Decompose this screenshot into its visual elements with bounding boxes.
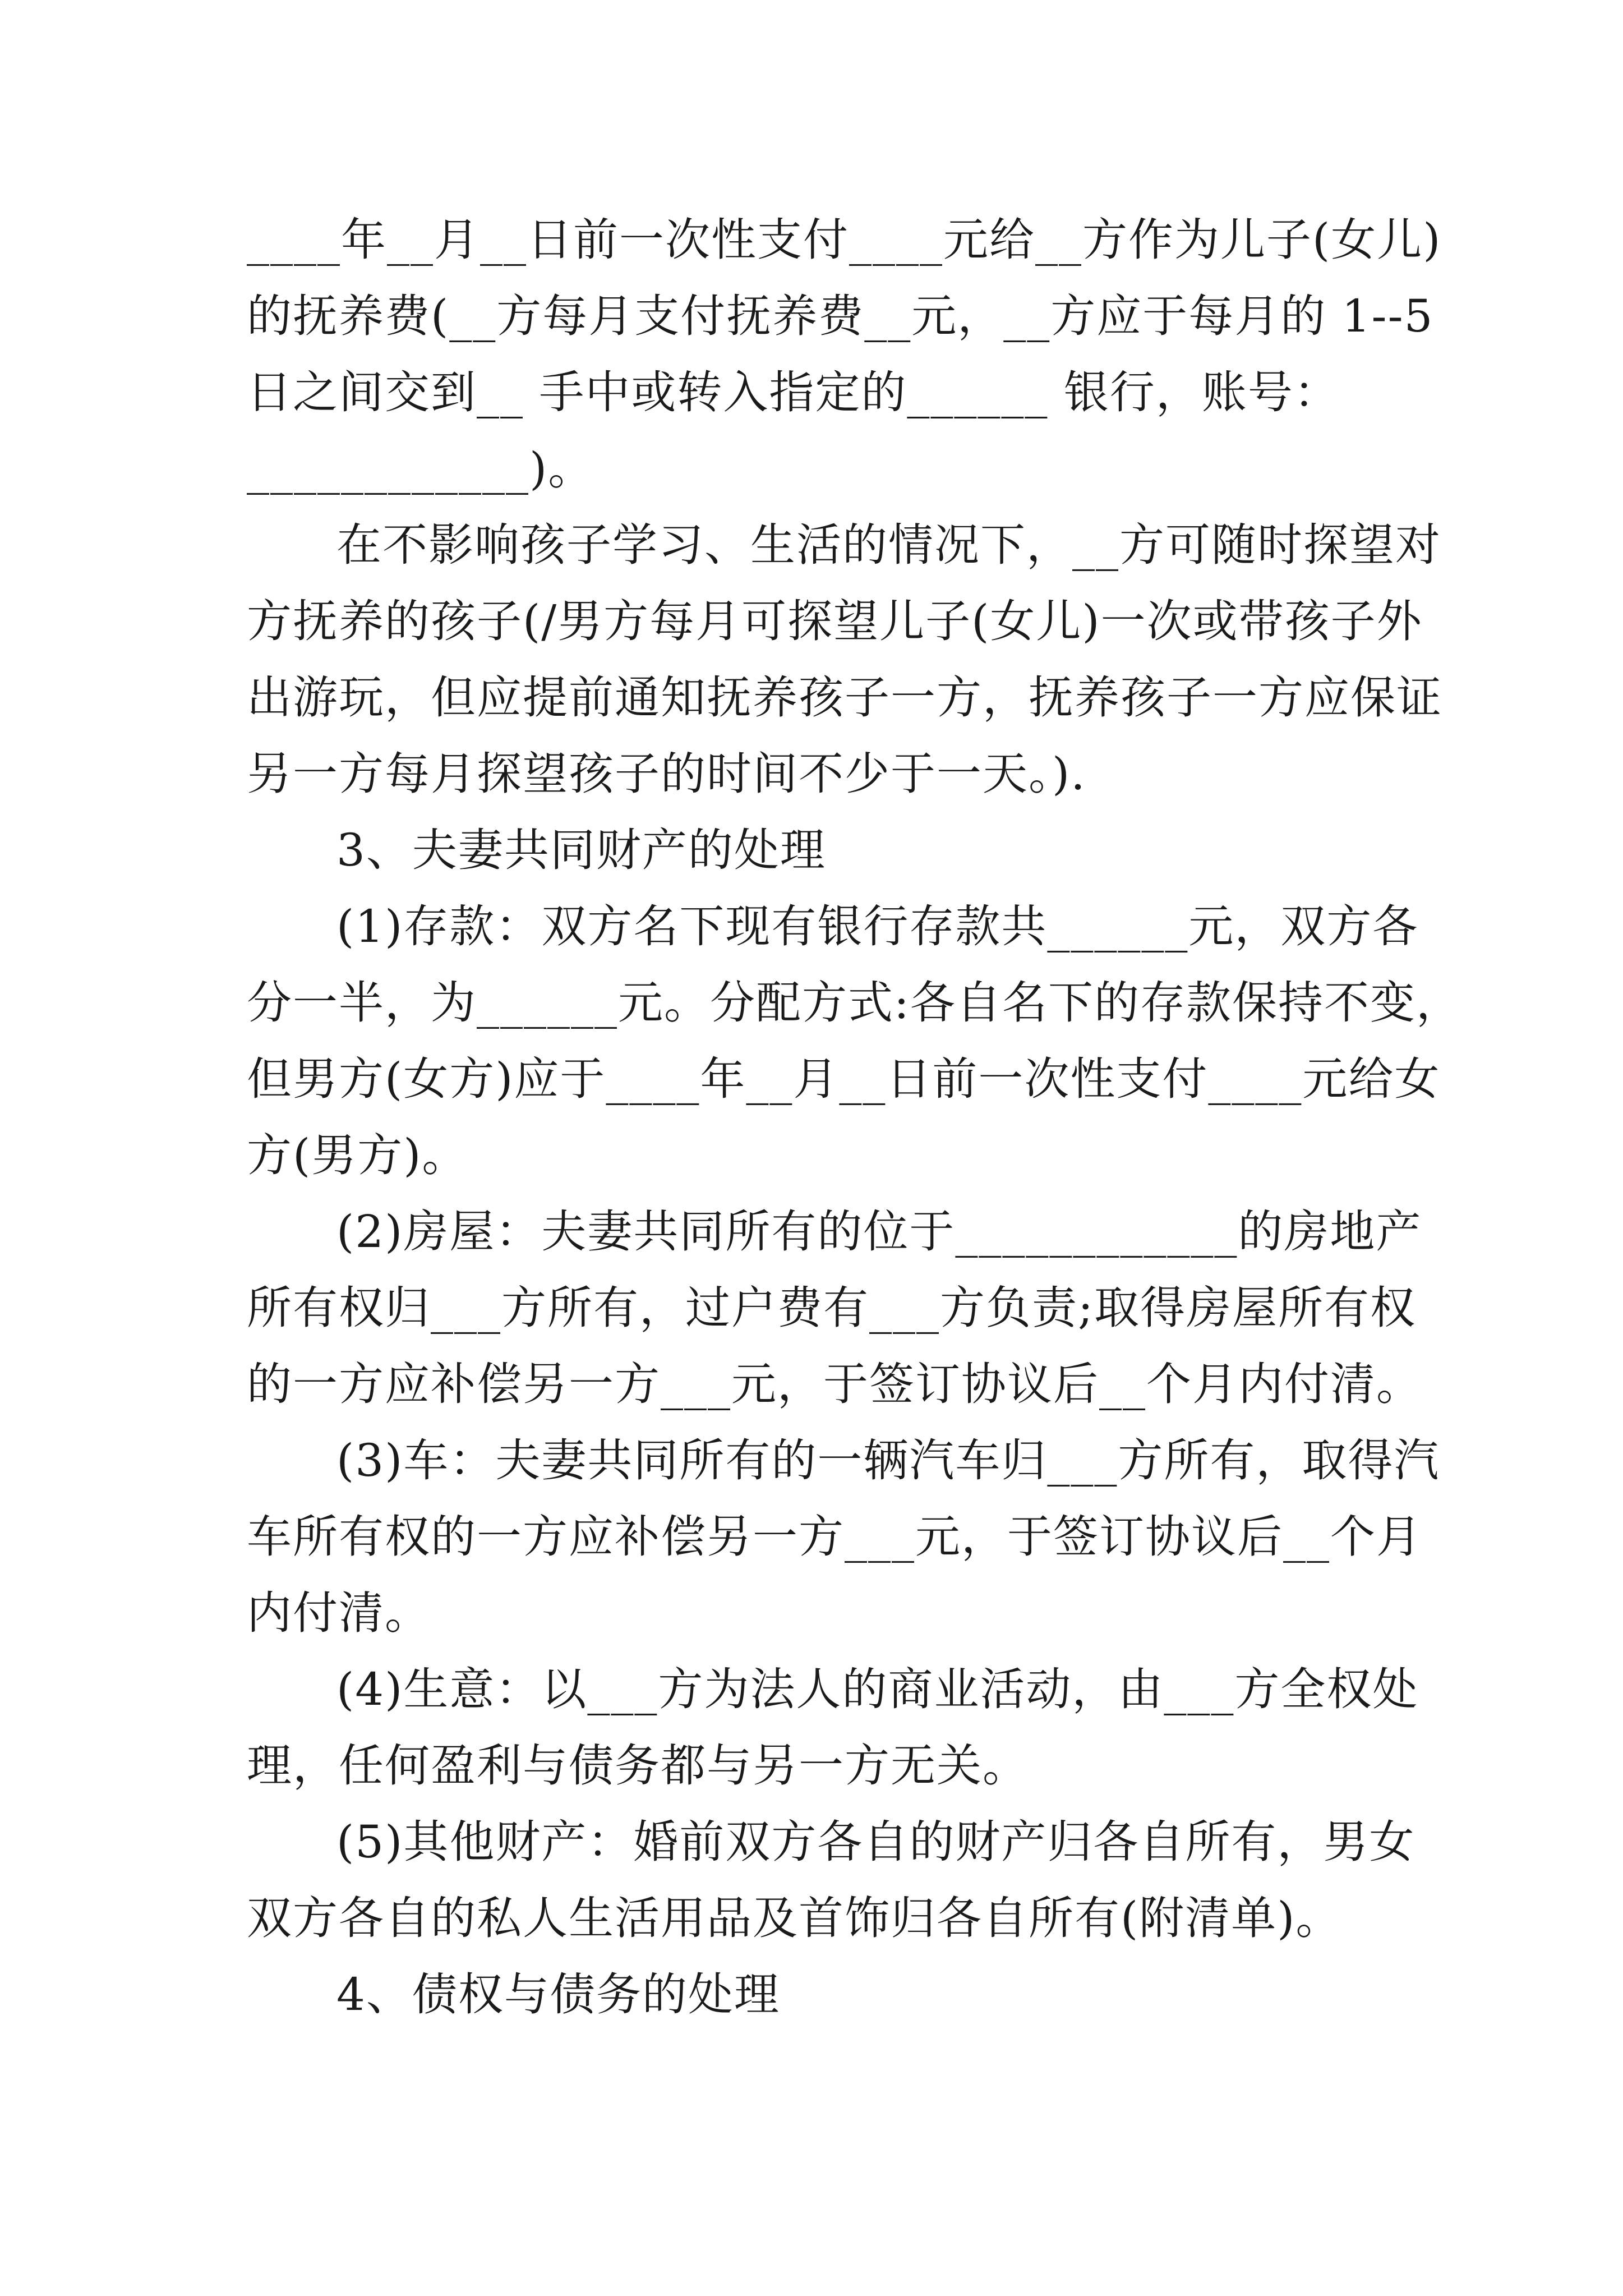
text-line: ____年__月__日前一次性支付____元给__方作为儿子(女儿) — [247, 214, 1442, 266]
text-line: 的一方应补偿另一方___元，于签订协议后__个月内付清。 — [247, 1358, 1422, 1410]
paragraph-first-line: 在不影响孩子学习、生活的情况下，__方可随时探望对 — [336, 519, 1441, 571]
paragraph-first-line: (5)其他财产：婚前双方各自的财产归各自所有，男女 — [336, 1816, 1415, 1868]
text-line: 理，任何盈利与债务都与另一方无关。 — [247, 1740, 1029, 1792]
text-line: 分一半，为______元。分配方式:各自名下的存款保持不变， — [247, 977, 1462, 1029]
text-line: 日之间交到__ 手中或转入指定的______ 银行，账号： — [247, 366, 1340, 418]
text-line: 但男方(女方)应于____年__月__日前一次性支付____元给女 — [247, 1053, 1441, 1105]
text-line: ____________)。 — [247, 443, 594, 495]
section-heading: 3、夫妻共同财产的处理 — [336, 824, 826, 876]
text-line: 方抚养的孩子(/男方每月可探望儿子(女儿)一次或带孩子外 — [247, 595, 1423, 647]
paragraph-first-line: (2)房屋：夫妻共同所有的位于____________的房地产 — [336, 1205, 1422, 1258]
text-line: 出游玩，但应提前通知抚养孩子一方，抚养孩子一方应保证 — [247, 671, 1442, 724]
paragraph-first-line: (3)车：夫妻共同所有的一辆汽车归___方所有，取得汽 — [336, 1434, 1440, 1487]
paragraph-first-line: (1)存款：双方名下现有银行存款共______元，双方各 — [336, 900, 1419, 953]
text-line: 方(男方)。 — [247, 1129, 468, 1181]
text-line: 双方各自的私人生活用品及首饰归各自所有(附清单)。 — [247, 1892, 1342, 1944]
text-line: 所有权归___方所有，过户费有___方负责;取得房屋所有权 — [247, 1282, 1416, 1334]
paragraph-first-line: (4)生意：以___方为法人的商业活动，由___方全权处 — [336, 1663, 1419, 1715]
text-line: 车所有权的一方应补偿另一方___元，于签订协议后__个月 — [247, 1511, 1422, 1563]
text-line: 内付清。 — [247, 1587, 431, 1639]
text-line: 另一方每月探望孩子的时间不少于一天。). — [247, 748, 1086, 800]
section-heading: 4、债权与债务的处理 — [336, 1968, 780, 2021]
text-line: 的抚养费(__方每月支付抚养费__元，__方应于每月的 1--5 — [247, 290, 1434, 342]
document-body — [247, 202, 1462, 2033]
